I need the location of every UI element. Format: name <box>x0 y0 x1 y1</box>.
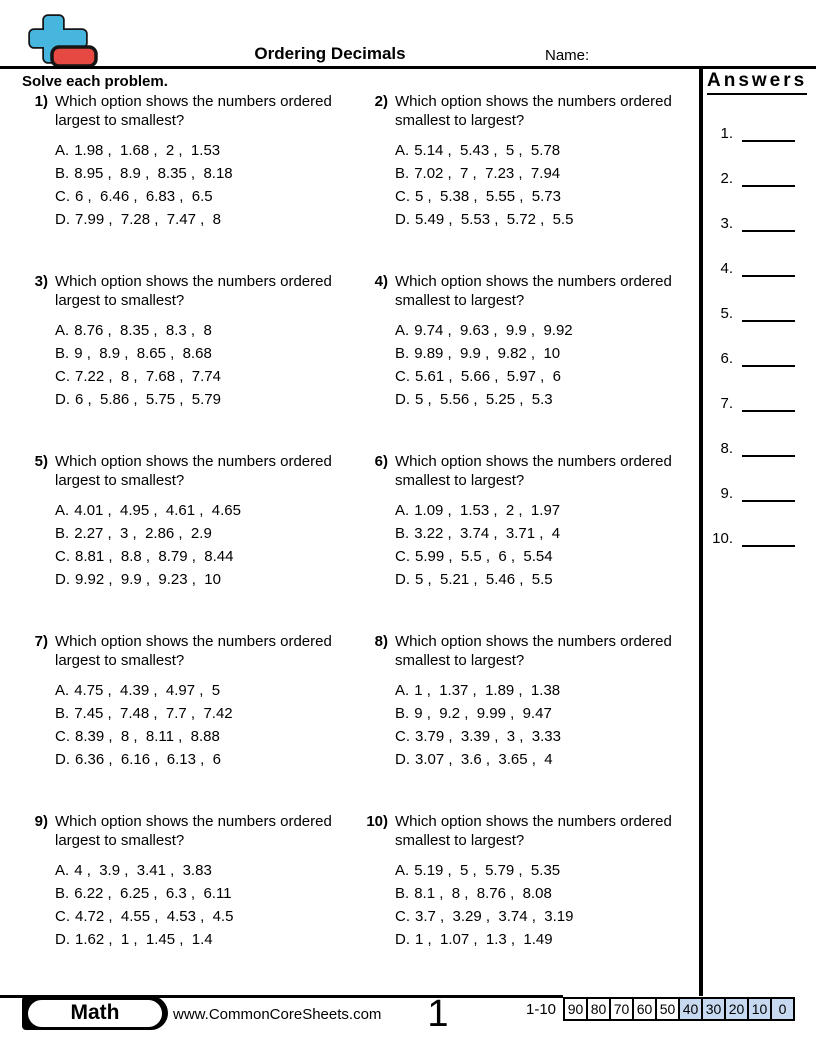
problem <box>362 92 698 272</box>
problem-options <box>55 319 355 411</box>
math-badge-label: Math <box>28 1000 162 1027</box>
option-label: A. <box>55 862 70 879</box>
answer-option <box>55 522 355 545</box>
score-cells <box>563 997 795 1021</box>
problem <box>362 272 698 452</box>
option-label: A. <box>55 502 70 519</box>
answer-option <box>55 748 355 771</box>
option-label: C. <box>55 188 70 205</box>
answer-option <box>395 139 695 162</box>
problem-options <box>55 679 355 771</box>
answer-row <box>707 509 811 554</box>
option-label: A. <box>55 682 70 699</box>
answer-option <box>395 388 695 411</box>
option-values: 2.27 , 3 , 2.86 , 2.9 <box>74 525 212 542</box>
answer-option <box>55 208 355 231</box>
option-values: 7.02 , 7 , 7.23 , 7.94 <box>414 165 561 182</box>
answer-option <box>55 725 355 748</box>
answer-option <box>395 342 695 365</box>
answer-option <box>55 928 355 951</box>
instruction-text: Solve each problem. <box>22 73 168 90</box>
problem-options <box>55 139 355 231</box>
answer-option <box>55 139 355 162</box>
answer-number: 1. <box>720 125 733 142</box>
problem-question: Which option shows the numbers ordered largest to smallest? <box>55 453 332 489</box>
option-label: D. <box>55 931 70 948</box>
option-label: A. <box>55 142 70 159</box>
answers-panel <box>707 70 811 554</box>
option-values: 6.22 , 6.25 , 6.3 , 6.11 <box>74 885 232 902</box>
problem-number: 10) <box>366 813 388 830</box>
option-values: 6 , 6.46 , 6.83 , 6.5 <box>75 188 213 205</box>
answer-number: 2. <box>720 170 733 187</box>
option-values: 1.62 , 1 , 1.45 , 1.4 <box>75 931 213 948</box>
answer-option <box>395 928 695 951</box>
problem-number: 9) <box>34 813 48 830</box>
option-label: B. <box>395 165 410 182</box>
option-label: A. <box>395 142 410 159</box>
answer-row <box>707 194 811 239</box>
answer-option <box>55 702 355 725</box>
score-cell: 20 <box>724 997 749 1021</box>
problem-number: 4) <box>374 273 388 290</box>
option-label: C. <box>55 548 70 565</box>
header-divider <box>0 66 816 69</box>
option-label: C. <box>395 548 410 565</box>
option-label: C. <box>395 368 410 385</box>
option-label: D. <box>55 391 70 408</box>
problem-body <box>55 632 355 771</box>
problem <box>22 272 362 452</box>
option-label: C. <box>55 368 70 385</box>
answer-blank-line[interactable] <box>742 443 795 457</box>
answer-option <box>55 545 355 568</box>
answer-blank-line[interactable] <box>742 263 795 277</box>
problem <box>22 812 362 992</box>
option-values: 7.99 , 7.28 , 7.47 , 8 <box>75 211 221 228</box>
option-values: 8.76 , 8.35 , 8.3 , 8 <box>74 322 212 339</box>
option-values: 6.36 , 6.16 , 6.13 , 6 <box>75 751 221 768</box>
problem-options <box>395 679 695 771</box>
worksheet-title: Ordering Decimals <box>254 44 406 63</box>
option-values: 4.75 , 4.39 , 4.97 , 5 <box>74 682 221 699</box>
problem <box>22 92 362 272</box>
answer-blank-line[interactable] <box>742 218 795 232</box>
answer-option <box>395 859 695 882</box>
answer-option <box>395 522 695 545</box>
problem <box>362 452 698 632</box>
answer-option <box>55 342 355 365</box>
option-label: C. <box>395 728 410 745</box>
option-values: 5 , 5.56 , 5.25 , 5.3 <box>415 391 553 408</box>
answer-option <box>395 568 695 591</box>
problem-body <box>395 452 695 591</box>
problem-options <box>395 859 695 951</box>
option-values: 7.45 , 7.48 , 7.7 , 7.42 <box>74 705 233 722</box>
answer-row <box>707 329 811 374</box>
answer-option <box>395 319 695 342</box>
page-number: 1 <box>427 993 449 1035</box>
option-label: D. <box>55 571 70 588</box>
option-values: 5.14 , 5.43 , 5 , 5.78 <box>414 142 561 159</box>
option-label: D. <box>395 391 410 408</box>
option-label: A. <box>55 322 70 339</box>
answer-option <box>55 905 355 928</box>
problem-question: Which option shows the numbers ordered smallest to largest? <box>395 453 672 489</box>
answer-number: 4. <box>720 260 733 277</box>
score-cell: 30 <box>701 997 726 1021</box>
answer-row <box>707 374 811 419</box>
option-values: 3.79 , 3.39 , 3 , 3.33 <box>415 728 561 745</box>
option-values: 8.81 , 8.8 , 8.79 , 8.44 <box>75 548 234 565</box>
option-label: B. <box>55 705 70 722</box>
answer-number: 7. <box>720 395 733 412</box>
answer-row <box>707 419 811 464</box>
answers-panel-divider <box>699 67 703 996</box>
problem-number: 1) <box>34 93 48 110</box>
option-label: D. <box>395 751 410 768</box>
answer-option <box>395 725 695 748</box>
option-label: A. <box>395 682 410 699</box>
option-values: 4.01 , 4.95 , 4.61 , 4.65 <box>74 502 241 519</box>
option-label: B. <box>55 165 70 182</box>
problem-body <box>55 92 355 231</box>
option-label: B. <box>55 345 70 362</box>
answer-option <box>55 679 355 702</box>
score-cell: 10 <box>747 997 772 1021</box>
problem-body <box>395 632 695 771</box>
answer-option <box>395 882 695 905</box>
answer-row <box>707 284 811 329</box>
option-values: 5.19 , 5 , 5.79 , 5.35 <box>414 862 561 879</box>
option-label: D. <box>55 751 70 768</box>
answer-option <box>395 748 695 771</box>
answer-number: 8. <box>720 440 733 457</box>
score-cell: 40 <box>678 997 703 1021</box>
answer-option <box>55 365 355 388</box>
answer-blank-line[interactable] <box>742 173 795 187</box>
option-values: 9 , 8.9 , 8.65 , 8.68 <box>74 345 212 362</box>
problem-number: 7) <box>34 633 48 650</box>
option-values: 3.7 , 3.29 , 3.74 , 3.19 <box>415 908 574 925</box>
option-label: C. <box>55 728 70 745</box>
problem-options <box>55 859 355 951</box>
option-values: 1 , 1.37 , 1.89 , 1.38 <box>414 682 561 699</box>
option-label: D. <box>395 211 410 228</box>
problem-number: 2) <box>374 93 388 110</box>
answer-option <box>55 185 355 208</box>
answer-row <box>707 239 811 284</box>
problem-body <box>395 92 695 231</box>
problem-body <box>395 812 695 951</box>
problem-question: Which option shows the numbers ordered smallest to largest? <box>395 93 672 129</box>
option-values: 9.92 , 9.9 , 9.23 , 10 <box>75 571 221 588</box>
answer-option <box>395 162 695 185</box>
option-values: 1 , 1.07 , 1.3 , 1.49 <box>415 931 553 948</box>
answers-title: Answers <box>707 70 807 95</box>
name-label: Name: <box>545 47 590 64</box>
answer-option <box>395 208 695 231</box>
score-cell: 70 <box>609 997 634 1021</box>
answer-blank-line[interactable] <box>742 128 795 142</box>
answer-option <box>55 859 355 882</box>
answer-blank-line[interactable] <box>742 308 795 322</box>
score-cell: 90 <box>563 997 588 1021</box>
answer-option <box>395 905 695 928</box>
answer-row <box>707 104 811 149</box>
answer-option <box>395 499 695 522</box>
problem-number: 6) <box>374 453 388 470</box>
answer-number: 5. <box>720 305 733 322</box>
option-label: A. <box>395 862 410 879</box>
option-values: 5.49 , 5.53 , 5.72 , 5.5 <box>415 211 574 228</box>
option-values: 4.72 , 4.55 , 4.53 , 4.5 <box>75 908 234 925</box>
option-values: 9.74 , 9.63 , 9.9 , 9.92 <box>414 322 573 339</box>
problem-body <box>55 272 355 411</box>
option-values: 9.89 , 9.9 , 9.82 , 10 <box>414 345 561 362</box>
answer-option <box>55 162 355 185</box>
problem-options <box>395 499 695 591</box>
option-values: 4 , 3.9 , 3.41 , 3.83 <box>74 862 212 879</box>
problem-body <box>395 272 695 411</box>
answer-option <box>55 882 355 905</box>
score-cell: 60 <box>632 997 657 1021</box>
problem-question: Which option shows the numbers ordered largest to smallest? <box>55 813 332 849</box>
answer-number: 3. <box>720 215 733 232</box>
problem-body <box>55 452 355 591</box>
option-label: C. <box>395 908 410 925</box>
problem-number: 3) <box>34 273 48 290</box>
problem-question: Which option shows the numbers ordered smallest to largest? <box>395 273 672 309</box>
answer-number: 6. <box>720 350 733 367</box>
problem <box>22 632 362 812</box>
problem-question: Which option shows the numbers ordered largest to smallest? <box>55 93 332 129</box>
answer-blank-line[interactable] <box>742 398 795 412</box>
answer-option <box>395 185 695 208</box>
option-label: C. <box>55 908 70 925</box>
problem-question: Which option shows the numbers ordered smallest to largest? <box>395 813 672 849</box>
option-label: B. <box>55 885 70 902</box>
option-values: 3.22 , 3.74 , 3.71 , 4 <box>414 525 561 542</box>
option-label: B. <box>55 525 70 542</box>
option-values: 8.1 , 8 , 8.76 , 8.08 <box>414 885 552 902</box>
option-label: A. <box>395 502 410 519</box>
option-values: 1.98 , 1.68 , 2 , 1.53 <box>74 142 221 159</box>
option-values: 8.95 , 8.9 , 8.35 , 8.18 <box>74 165 233 182</box>
option-label: B. <box>395 885 410 902</box>
option-label: B. <box>395 525 410 542</box>
problem-question: Which option shows the numbers ordered smallest to largest? <box>395 633 672 669</box>
answer-option <box>55 319 355 342</box>
option-values: 9 , 9.2 , 9.99 , 9.47 <box>414 705 552 722</box>
commoncoresheets-logo-icon <box>26 12 100 68</box>
answer-row <box>707 149 811 194</box>
problem <box>362 632 698 812</box>
option-label: D. <box>395 931 410 948</box>
answer-blank-line[interactable] <box>742 533 795 547</box>
option-values: 3.07 , 3.6 , 3.65 , 4 <box>415 751 553 768</box>
score-cell: 50 <box>655 997 680 1021</box>
option-values: 5 , 5.38 , 5.55 , 5.73 <box>415 188 561 205</box>
answer-option <box>395 365 695 388</box>
answer-number: 9. <box>720 485 733 502</box>
answer-option <box>55 499 355 522</box>
score-cell: 80 <box>586 997 611 1021</box>
option-values: 5.99 , 5.5 , 6 , 5.54 <box>415 548 553 565</box>
problem-body <box>55 812 355 951</box>
option-values: 6 , 5.86 , 5.75 , 5.79 <box>75 391 221 408</box>
problem-options <box>395 139 695 231</box>
answer-option <box>395 545 695 568</box>
problem-question: Which option shows the numbers ordered largest to smallest? <box>55 633 332 669</box>
answer-number: 10. <box>712 530 733 547</box>
answer-blank-line[interactable] <box>742 488 795 502</box>
answer-option <box>395 702 695 725</box>
answer-blank-line[interactable] <box>742 353 795 367</box>
problem-question: Which option shows the numbers ordered largest to smallest? <box>55 273 332 309</box>
problem-options <box>395 319 695 411</box>
answer-option <box>55 388 355 411</box>
problem <box>362 812 698 992</box>
option-label: B. <box>395 705 410 722</box>
option-label: C. <box>395 188 410 205</box>
problem-number: 8) <box>374 633 388 650</box>
option-label: D. <box>395 571 410 588</box>
option-values: 8.39 , 8 , 8.11 , 8.88 <box>75 728 220 745</box>
option-values: 5.61 , 5.66 , 5.97 , 6 <box>415 368 561 385</box>
option-label: A. <box>395 322 410 339</box>
answer-row <box>707 464 811 509</box>
option-values: 1.09 , 1.53 , 2 , 1.97 <box>414 502 561 519</box>
option-label: D. <box>55 211 70 228</box>
answer-option <box>395 679 695 702</box>
answers-list <box>707 104 811 554</box>
score-cell: 0 <box>770 997 795 1021</box>
option-values: 5 , 5.21 , 5.46 , 5.5 <box>415 571 553 588</box>
problem-options <box>55 499 355 591</box>
website-text: www.CommonCoreSheets.com <box>173 1006 382 1023</box>
problem <box>22 452 362 632</box>
score-range-label: 1-10 <box>526 1000 557 1018</box>
problem-number: 5) <box>34 453 48 470</box>
score-table <box>526 997 795 1021</box>
option-label: B. <box>395 345 410 362</box>
math-badge <box>22 996 168 1030</box>
answer-option <box>55 568 355 591</box>
option-values: 7.22 , 8 , 7.68 , 7.74 <box>75 368 221 385</box>
problems-grid <box>22 92 698 992</box>
